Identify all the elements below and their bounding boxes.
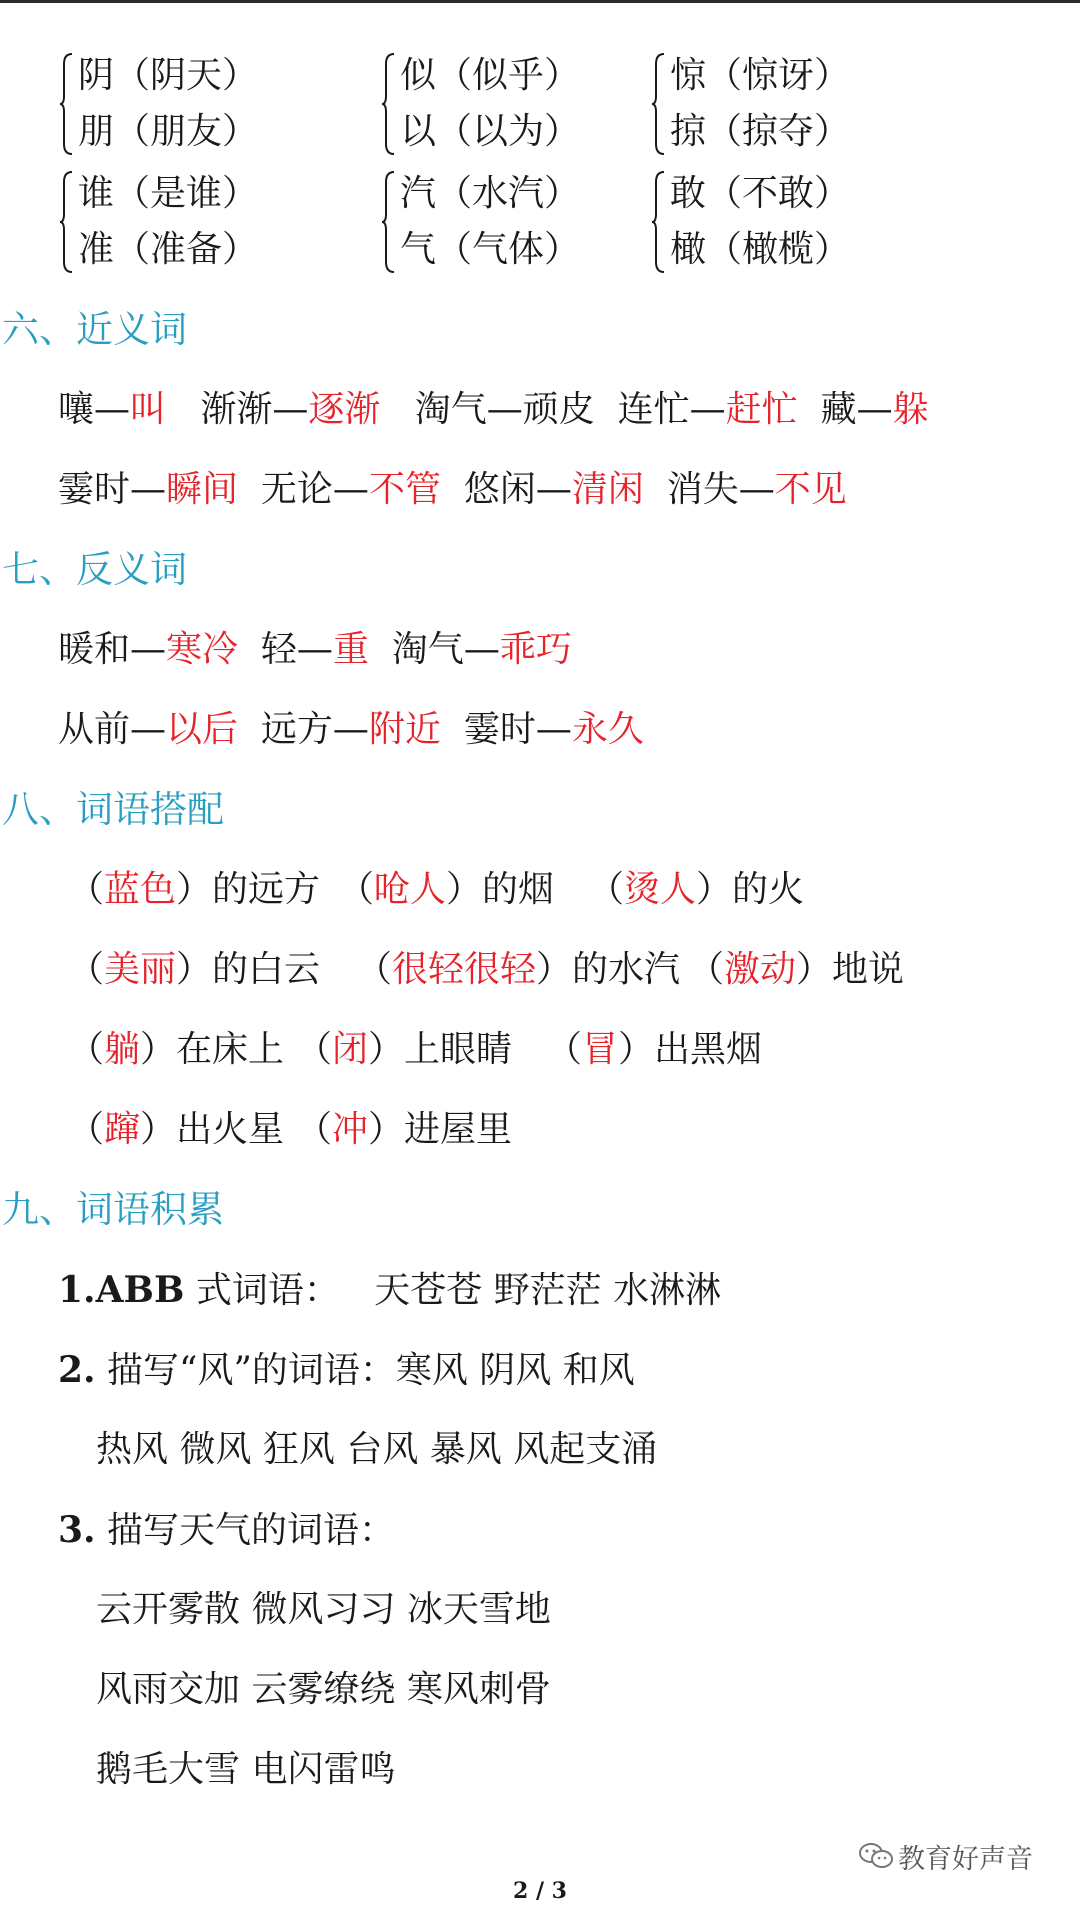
collocation-text: 的火 (732, 869, 805, 910)
answer-word: 不管 (368, 469, 441, 510)
collocation-text: 出火星 (176, 1109, 285, 1150)
antonym-row-2 (58, 706, 644, 754)
item-label: 描写天气的词语： (107, 1510, 396, 1551)
pair-word-b: 气（气体） (400, 229, 581, 270)
vocab-item-3 (58, 1506, 395, 1555)
item-number: 2. (58, 1349, 96, 1391)
vocab-line: 鹅毛大雪 电闪雷鸣 (96, 1749, 396, 1790)
answer-word: 附近 (368, 709, 441, 750)
answer-word: 蹿 (104, 1109, 141, 1150)
answer-word: 以后 (166, 709, 239, 750)
collocation-text: 在床上 (176, 1029, 285, 1070)
answer-word: 寒冷 (166, 629, 239, 670)
logo-text: 教育好声音 (898, 1844, 1033, 1875)
answer-word: 美丽 (104, 949, 177, 990)
word: 嚷— (58, 389, 131, 430)
answer-word: 不见 (774, 469, 847, 510)
item-number: 3. (58, 1509, 96, 1551)
pair-word-b: 橄（橄榄） (670, 229, 851, 270)
section-heading-antonyms: 七、反义词 (2, 548, 187, 591)
vocab-line: 风雨交加 云雾缭绕 寒风刺骨 (96, 1669, 551, 1710)
collocation-item: （冲）进屋里 (296, 1109, 513, 1150)
answer-word: 冒 (582, 1029, 619, 1070)
collocation-item: （呛人）的烟 (338, 869, 555, 910)
collocation-text: 的白云 (212, 949, 321, 990)
char-pair-4 (60, 166, 380, 278)
word: 无论— (260, 469, 369, 510)
word: 藏— (820, 389, 893, 430)
collocation-item: （蓝色）的远方 (68, 869, 321, 910)
brace-icon (382, 52, 396, 156)
char-pair-6 (652, 166, 972, 278)
word: 从前— (58, 709, 167, 750)
word: 暖和— (58, 629, 167, 670)
pair-word-a: 阴（阴天） (78, 55, 259, 96)
collocation-item: （闭）上眼睛 (296, 1029, 513, 1070)
brace-icon (652, 170, 666, 274)
collocation-item: （躺）在床上 (68, 1029, 285, 1070)
item-label: 式词语： (195, 1270, 340, 1311)
answer-word: 很轻很轻 (392, 949, 537, 990)
collocation-item: （美丽）的白云 (68, 949, 321, 990)
word: 轻— (260, 629, 333, 670)
word: 消失— (666, 469, 775, 510)
collocation-text: 的水汽 (572, 949, 681, 990)
vocab-item-2-continued: 热风 微风 狂风 台风 暴风 风起支涌 (96, 1429, 658, 1470)
watermark-logo (858, 1835, 1058, 1875)
brace-icon (60, 52, 74, 156)
collocation-text: 出黑烟 (654, 1029, 763, 1070)
vocab-item-1 (58, 1266, 721, 1315)
antonym-row-1 (58, 626, 572, 674)
answer-word: 躺 (104, 1029, 141, 1070)
pair-word-a: 谁（是谁） (78, 173, 259, 214)
section-heading-vocabulary: 九、词语积累 (2, 1188, 224, 1231)
collocation-item: （激动）地说 (688, 949, 905, 990)
vocab-item-2 (58, 1346, 635, 1395)
pair-word-b: 准（准备） (78, 229, 259, 270)
collocation-text: 地说 (832, 949, 905, 990)
top-rule (0, 0, 1080, 3)
brace-icon (652, 52, 666, 156)
answer-word: 叫 (130, 389, 167, 430)
collocation-item: （冒）出黑烟 (546, 1029, 763, 1070)
collocation-item: （蹿）出火星 (68, 1109, 285, 1150)
pair-word-b: 朋（朋友） (78, 111, 259, 152)
item-label: 描写“风”的词语：寒风 阴风 和风 (107, 1350, 635, 1391)
answer-word: 闭 (332, 1029, 369, 1070)
word: 霎时— (463, 709, 572, 750)
answer-word: 蓝色 (104, 869, 177, 910)
word: 淘气—顽皮 (414, 389, 595, 430)
collocation-item: （很轻很轻）的水汽 (356, 949, 681, 990)
section-heading-synonyms: 六、近义词 (2, 308, 187, 351)
char-pair-1 (60, 48, 380, 160)
pair-word-a: 汽（水汽） (400, 173, 581, 214)
synonym-row-2 (58, 466, 847, 514)
collocation-text: 上眼睛 (404, 1029, 513, 1070)
collocation-item: （烫人）的火 (588, 869, 805, 910)
vocab-line: 云开雾散 微风习习 冰天雪地 (96, 1589, 551, 1630)
word: 淘气— (391, 629, 500, 670)
answer-word: 躲 (892, 389, 929, 430)
answer-word: 烫人 (624, 869, 697, 910)
collocation-text: 的远方 (212, 869, 321, 910)
pair-word-a: 敢（不敢） (670, 173, 851, 214)
pair-word-a: 惊（惊讶） (670, 55, 851, 96)
word: 霎时— (58, 469, 167, 510)
answer-word: 重 (332, 629, 369, 670)
item-number: 1.ABB (58, 1269, 185, 1311)
answer-word: 乖巧 (499, 629, 572, 670)
answer-word: 呛人 (374, 869, 447, 910)
page-number: 2 / 3 (513, 1878, 567, 1904)
word: 悠闲— (463, 469, 572, 510)
item-words: 天苍苍 野茫茫 水淋淋 (374, 1270, 722, 1311)
synonym-row-1 (58, 386, 929, 434)
collocation-text: 进屋里 (404, 1109, 513, 1150)
answer-word: 逐渐 (308, 389, 381, 430)
word: 渐渐— (200, 389, 309, 430)
word: 连忙— (617, 389, 726, 430)
brace-icon (60, 170, 74, 274)
answer-word: 清闲 (571, 469, 644, 510)
pair-word-b: 掠（掠夺） (670, 111, 851, 152)
answer-word: 激动 (724, 949, 797, 990)
char-pair-3 (652, 48, 972, 160)
word: 远方— (260, 709, 369, 750)
wechat-icon (858, 1841, 894, 1871)
answer-word: 冲 (332, 1109, 369, 1150)
pair-word-a: 似（似乎） (400, 55, 581, 96)
brace-icon (382, 170, 396, 274)
answer-word: 瞬间 (166, 469, 239, 510)
collocation-text: 的烟 (482, 869, 555, 910)
section-heading-collocations: 八、词语搭配 (2, 788, 224, 831)
pair-word-b: 以（以为） (400, 111, 581, 152)
answer-word: 赶忙 (725, 389, 798, 430)
answer-word: 永久 (571, 709, 644, 750)
